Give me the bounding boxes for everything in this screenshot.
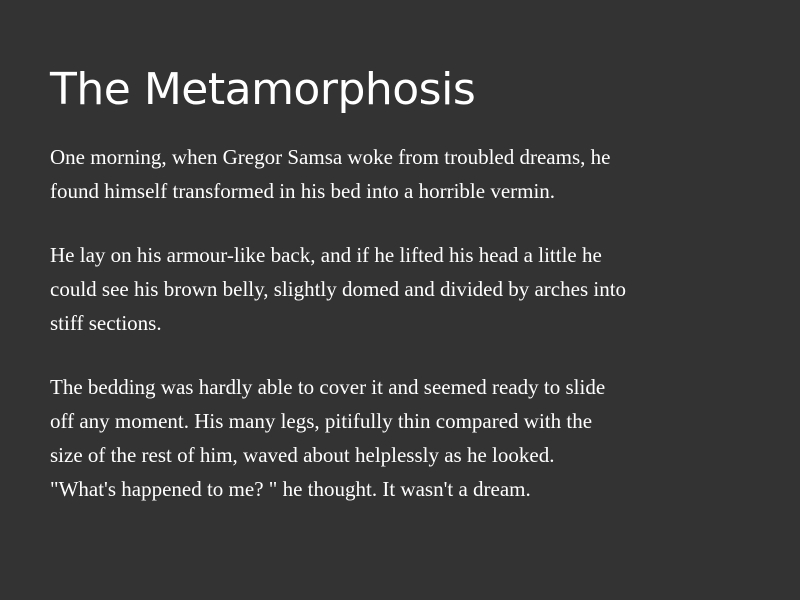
body-text [50, 140, 750, 506]
paragraph-line: off any moment. His many legs, pitifully thin compared with the [50, 409, 593, 433]
paragraph-1 [50, 140, 770, 208]
paragraph-line: "What's happened to me? " he thought. It wasn't a dream. [50, 477, 531, 501]
paragraph-line: found himself transformed in his bed into a horrible vermin. [50, 179, 556, 203]
paragraph-line: The bedding was hardly able to cover it and seemed ready to slide [50, 375, 606, 399]
paragraph-line: could see his brown belly, slightly domed and divided by arches into [50, 277, 627, 301]
paragraph-line: One morning, when Gregor Samsa woke from troubled dreams, he [50, 145, 611, 169]
paragraph-line: size of the rest of him, waved about helplessly as he looked. [50, 443, 555, 467]
paragraph-line: stiff sections. [50, 311, 162, 335]
paragraph-line: He lay on his armour-like back, and if he lifted his head a little he [50, 243, 602, 267]
page-title: The Metamorphosis [50, 64, 476, 115]
paragraph-2 [50, 238, 770, 340]
paragraph-3 [50, 370, 770, 506]
